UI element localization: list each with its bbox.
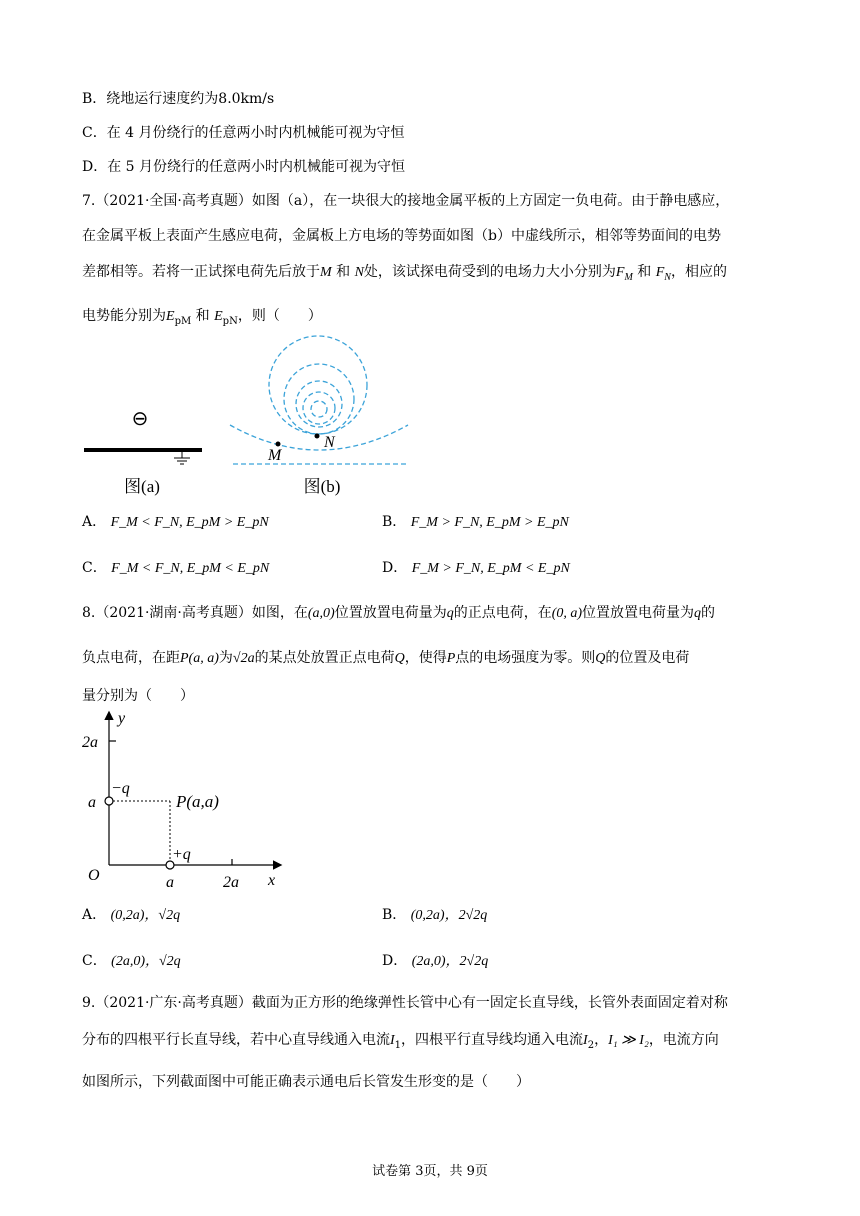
fig-b-caption: 图(b): [303, 477, 341, 496]
option-B-prev: B．绕地运行速度约为8.0km/s: [82, 91, 275, 107]
q8-option-B: B． (0,2a)，2√2q: [382, 907, 488, 923]
q7-line4: 电势能分别为$E_{pM}$ 和 $E_{pN}$，则（ ）: [82, 308, 322, 327]
q8-graph: [80, 705, 300, 890]
q8-option-C: C． (2a,0)，√2q: [82, 953, 181, 969]
negative-charge-icon: ⊖: [131, 408, 149, 430]
q7-line2: 在金属平板上表面产生感应电荷，金属板上方电场的等势面如图（b）中虚线所示，相邻等势面间的电势: [82, 228, 721, 244]
M-label: M: [320, 265, 332, 280]
q8-line3: 量分别为（ ）: [82, 688, 194, 704]
option-D-prev: D．在 5 月份绕行的任意两小时内机械能可视为守恒: [82, 159, 406, 175]
point-N: [315, 434, 320, 439]
q7-option-D: D． F_M > F_N, E_pM < E_pN: [382, 560, 570, 576]
q7-figure: [70, 330, 420, 505]
q8-option-D: D． (2a,0)，2√2q: [382, 953, 489, 969]
q7-line1: 7.（2021·全国·高考真题）如图（a），在一块很大的接地金属平板的上方固定一负电荷。由于静电感应，: [82, 193, 730, 209]
q9-line3: 如图所示，下列截面图中可能正确表示通电后长管发生形变的是（ ）: [82, 1074, 530, 1090]
tick-a-x: a: [166, 874, 174, 890]
tick-a-y: a: [88, 794, 96, 811]
label-N: N: [324, 434, 335, 451]
q9-line2: 分布的四根平行长直导线，若中心直导线通入电流$I_1$，四根平行直导线均通入电流$I_2$，I₁ ≫ I₂，电流方向: [82, 1032, 719, 1051]
pos-charge-label: +q: [172, 846, 191, 863]
page-footer: 试卷第 3页，共 9页: [372, 1164, 488, 1179]
tick-2a-x: 2a: [223, 874, 239, 890]
label-M: M: [268, 447, 282, 464]
q9-line1: 9.（2021·广东·高考真题）截面为正方形的绝缘弹性长管中心有一固定长直导线，长管外表面固定着对称: [82, 995, 728, 1011]
q7-option-C: C． F_M < F_N, E_pM < E_pN: [82, 560, 270, 576]
ground-icon: [174, 452, 190, 464]
point-P-label: P(a,a): [176, 792, 219, 811]
fig-a-caption: 图(a): [124, 477, 160, 496]
q8-line2: 负点电荷，在距P(a, a)为√2a的某点处放置正点电荷Q，使得P点的电场强度为零。则Q的位置及电荷: [82, 650, 690, 666]
neg-charge-label: −q: [111, 780, 130, 797]
q8-line1: 8.（2021·湖南·高考真题）如图，在(a,0)位置放置电荷量为q的正点电荷，在(0, a)位置放置电荷量为q的: [82, 605, 716, 621]
equipotential-lines: [230, 336, 408, 464]
y-axis-label: y: [118, 710, 126, 727]
q8-option-A: A． (0,2a)，√2q: [82, 907, 181, 923]
tick-2a-y: 2a: [82, 734, 98, 751]
origin-label: O: [88, 867, 100, 884]
q7-option-A: A． F_M < F_N, E_pM > E_pN: [82, 514, 269, 530]
negative-charge-point: [105, 797, 113, 805]
q7-option-B: B． F_M > F_N, E_pM > E_pN: [382, 514, 569, 530]
N-label: N: [354, 265, 364, 280]
option-C-prev: C．在 4 月份绕行的任意两小时内机械能可视为守恒: [82, 125, 405, 141]
point-M: [276, 442, 281, 447]
q7-line3: 差都相等。若将一正试探电荷先后放于M 和 N处，该试探电荷受到的电场力大小分别为$F_M$ 和 $F_N$，相应的: [82, 264, 727, 283]
x-axis-label: x: [268, 872, 276, 889]
